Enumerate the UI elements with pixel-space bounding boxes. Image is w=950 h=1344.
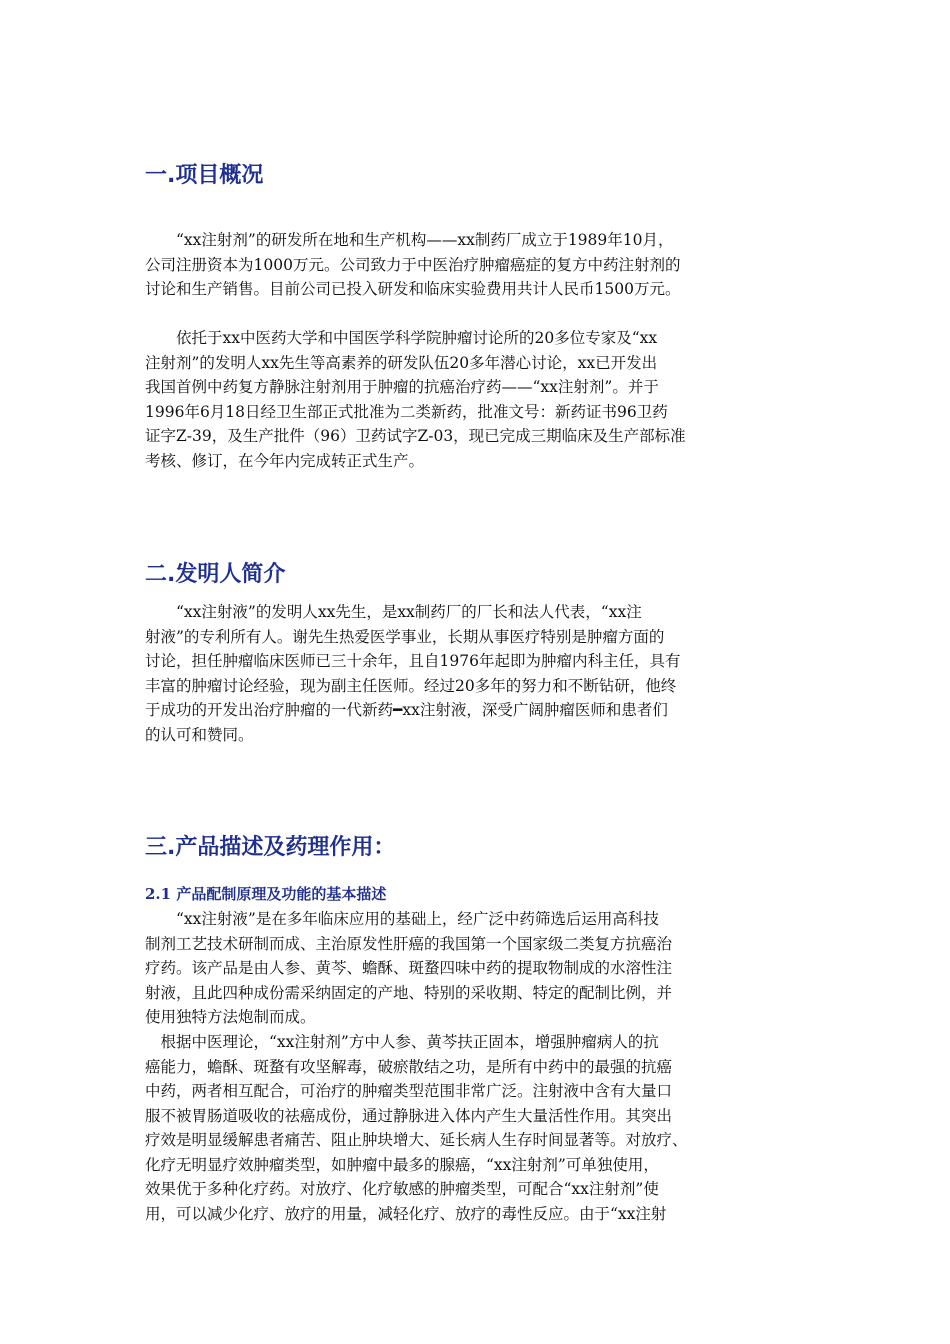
text-line: 依托于xx中医药大学和中国医学科学院肿瘤讨论所的20多位专家及“xx bbox=[145, 329, 658, 347]
text-line: 我国首例中药复方静脉注射剂用于肿瘤的抗癌治疗药——“xx注射剂”。并于 bbox=[145, 378, 659, 396]
text-line: 服不被胃肠道吸收的祛癌成份，通过静脉进入体内产生大量活性作用。其突出 bbox=[145, 1106, 673, 1125]
text-line: 疗药。该产品是由人参、黄芩、蟾酥、斑蝥四味中药的提取物制成的水溶性注 bbox=[145, 959, 673, 977]
text-line: 于成功的开发出治疗肿瘤的一代新药━xx注射液，深受广阔肿瘤医师和患者们 bbox=[145, 701, 668, 719]
text-line: 使用独特方法炮制而成。 bbox=[145, 1008, 316, 1026]
text-line: 证字Z-39，及生产批件（96）卫药试字Z-03，现已完成三期临床及生产部标准 bbox=[145, 427, 686, 445]
section-heading-overview: 一.项目概况 bbox=[145, 163, 264, 188]
text-line: 制剂工艺技术研制而成、主治原发性肝癌的我国第一个国家级二类复方抗癌治 bbox=[145, 934, 673, 953]
text-line: 癌能力，蟾酥、斑蝥有攻坚解毒，破瘀散结之功，是所有中药中的最强的抗癌 bbox=[145, 1057, 673, 1076]
text-line: 疗效是明显缓解患者痛苦、阻止肿块增大、延长病人生存时间显著等。对放疗、 bbox=[145, 1131, 688, 1149]
text-line: 公司注册资本为1000万元。公司致力于中医治疗肿瘤癌症的复方中药注射剂的 bbox=[145, 255, 681, 274]
text-line: 射液，且此四种成份需采纳固定的产地、特别的采收期、特定的配制比例，并 bbox=[145, 983, 673, 1002]
text-line: 化疗无明显疗效肿瘤类型，如肿瘤中最多的腺癌，“xx注射剂”可单独使用， bbox=[145, 1155, 659, 1174]
text-line: 注射剂”的发明人xx先生等高素养的研发队伍20多年潜心讨论，xx已开发出 bbox=[145, 353, 658, 372]
paragraph-overview-2 bbox=[145, 326, 810, 473]
text-line: “xx注射液”的发明人xx先生，是xx制药厂的厂长和法人代表，“xx注 bbox=[145, 603, 642, 621]
text-line: 1996年6月18日经卫生部正式批准为二类新药，批准文号：新药证书96卫药 bbox=[145, 402, 668, 421]
paragraph-overview-1 bbox=[145, 228, 810, 302]
text-line: 的认可和赞同。 bbox=[145, 725, 254, 744]
text-line: 中药，两者相互配合，可治疗的肿瘤类型范围非常广泛。注射液中含有大量口 bbox=[145, 1082, 673, 1100]
text-line: 讨论和生产销售。目前公司已投入研发和临床实验费用共计人民币1500万元。 bbox=[145, 280, 681, 298]
text-line: “xx注射剂”的研发所在地和生产机构——xx制药厂成立于1989年10月， bbox=[145, 231, 674, 249]
text-line: “xx注射液”是在多年临床应用的基础上，经广泛中药筛选后运用高科技 bbox=[145, 910, 659, 928]
paragraph-product-2 bbox=[145, 1030, 810, 1226]
paragraph-product-1 bbox=[145, 907, 810, 1030]
text-line: 射液”的专利所有人。谢先生热爱医学事业，长期从事医疗特别是肿瘤方面的 bbox=[145, 627, 665, 646]
text-line: 丰富的肿瘤讨论经验，现为副主任医师。经过20多年的努力和不断钻研，他终 bbox=[145, 676, 677, 695]
subsection-heading: 2.1 产品配制原理及功能的基本描述 bbox=[145, 885, 387, 903]
paragraph-inventor bbox=[145, 600, 810, 747]
text-line: 效果优于多种化疗药。对放疗、化疗敏感的肿瘤类型，可配合“xx注射剂”使 bbox=[145, 1180, 659, 1198]
text-line: 考核、修订，在今年内完成转正式生产。 bbox=[145, 451, 425, 470]
section-heading-inventor: 二.发明人简介 bbox=[145, 562, 286, 587]
text-line: 讨论，担任肿瘤临床医师已三十余年，且自1976年起即为肿瘤内科主任，具有 bbox=[145, 652, 681, 670]
section-heading-product: 三.产品描述及药理作用： bbox=[145, 835, 396, 860]
text-line: 根据中医理论，“xx注射剂”方中人参、黄芩扶正固本，增强肿瘤病人的抗 bbox=[145, 1033, 659, 1051]
text-line: 用，可以减少化疗、放疗的用量，减轻化疗、放疗的毒性反应。由于“xx注射 bbox=[145, 1204, 667, 1223]
